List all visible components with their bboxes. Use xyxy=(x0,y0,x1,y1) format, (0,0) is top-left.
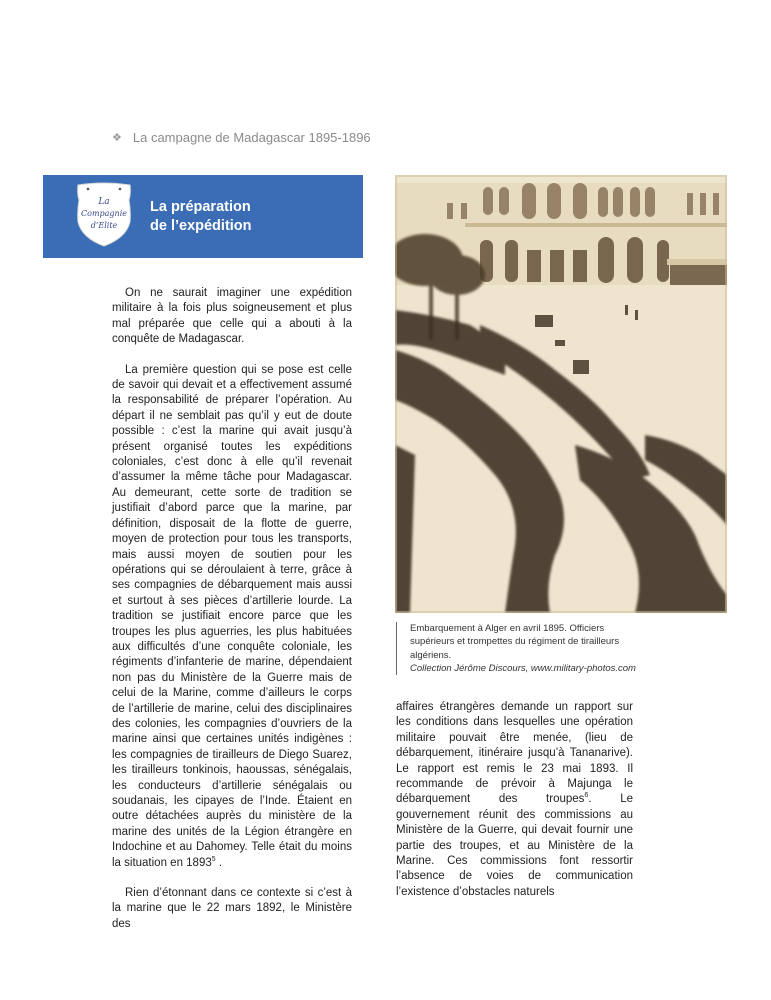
footnote-ref-6[interactable]: 6 xyxy=(584,792,589,800)
paragraph-4-tail: . Le gouvernement réunit des commissions au Ministère de la Guerre, qui devait fournir une partie des troupes, et au Ministère de la Marine. Ces commissions font ressortir l’absence de voies de communication l’existence d’obstacles naturels xyxy=(396,793,633,898)
left-column xyxy=(112,286,352,947)
caption-credit: Collection Jérôme Discours, www.military-photos.com xyxy=(410,662,636,674)
paragraph-2 xyxy=(112,363,352,871)
running-head-text: La campagne de Madagascar 1895-1896 xyxy=(132,130,371,145)
historical-photo xyxy=(395,175,727,613)
caption-text: Embarquement à Alger en avril 1895. Officiers supérieurs et trompettes du régiment de tirailleurs algériens. xyxy=(410,623,620,661)
svg-text:Compagnie: Compagnie xyxy=(81,209,127,218)
section-title xyxy=(150,198,252,236)
paragraph-3: Rien d’étonnant dans ce contexte si c’est à la marine que le 22 mars 1892, le Ministère des xyxy=(112,887,352,930)
section-banner xyxy=(43,175,363,258)
svg-text:La: La xyxy=(98,197,110,207)
footnote-ref-5[interactable]: 5 xyxy=(211,855,216,863)
compagnie-elite-logo xyxy=(74,182,134,248)
section-title-line2: de l’expédition xyxy=(150,218,252,234)
section-title-line1: La préparation xyxy=(150,199,251,215)
paragraph-1: On ne saurait imaginer une expédition militaire à la fois plus soigneusement et plus mal préparée que celle qui a abouti à la conquête de Madagascar. xyxy=(112,287,352,346)
paragraph-2-text: La première question qui se pose est celle de savoir qui devait et a effectivement assumé la responsabilité de préparer l’opération. Au départ il ne semblait pas qu’il y eut de doute possible : c’est la marine qui avait jusqu’à présent organisé toutes les expéditions coloniales, c’est donc à elle qu’il revenait d’assumer la même tâche pour Madagascar. Au demeurant, cette sorte de tradition se justifiait d’abord parce que la marine, par définition, disposait de la flotte de guerre, moyen de protection pour tous les transports, mais aussi moyen de soutien pour les opérations qui se déroulaient à terre, grâce à ses compagnies de débarquement mais aussi et surtout à ses pièces d’artillerie lourde. La tradition se justifiait encore parce que les troupes les plus aguerries, les plus habituées aux difficultés d’une conquête coloniale, les régiments d’infanterie de marine, dépendaient non pas du Ministère de la Guerre mais de celui de la Marine, comme d’ailleurs le corps de l’artillerie de marine, celui des disciplinaires des colonies, les compagnies d’ouvriers de la marine ainsi que certaines unités indigènes : les compagnies de tirailleurs de Diego Suarez, les tirailleurs tonkinois, haoussas, sénégalais, les conducteurs d’artillerie sénégalais ou soudanais, les cipayes de l’Inde. Étaient en outre détachées auprès du ministère de la marine des unités de la Légion étrangère en Indochine et au Dahomey. Telle était du moins la situation en 1893 xyxy=(112,363,352,869)
photo-caption xyxy=(396,622,650,675)
paragraph-4 xyxy=(396,700,633,900)
paragraph-4-text: affaires étrangères demande un rapport sur les conditions dans lesquelles une opération militaire pouvait être menée, (lieu de débarquement, itinéraire jusqu’à Tananarive). Le rapport est remis le 23 mai 1893. Il recommande de prévoir à Majunga le débarquement des troupes xyxy=(396,701,633,806)
running-head xyxy=(112,130,371,145)
svg-text:d’Elite: d’Elite xyxy=(90,221,118,230)
photo-illustration xyxy=(395,175,727,613)
paragraph-2-tail: . xyxy=(215,856,223,869)
diamond-bullet-icon: ❖ xyxy=(112,132,122,144)
right-column xyxy=(396,700,633,915)
